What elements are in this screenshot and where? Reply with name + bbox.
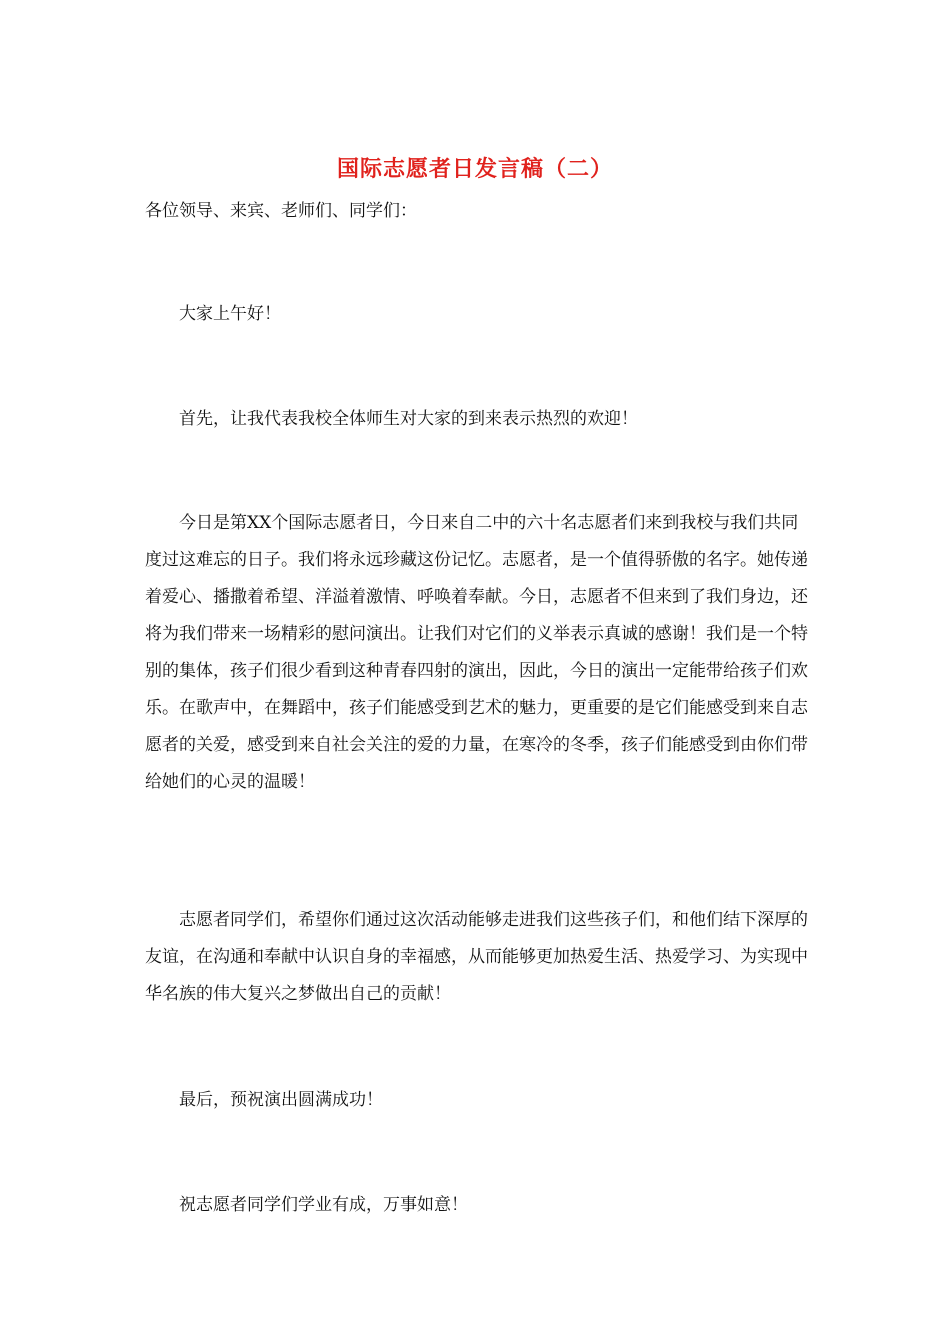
body-paragraph-hope: 志愿者同学们，希望你们通过这次活动能够走进我们这些孩子们，和他们结下深厚的友谊，在沟通和奉献中认识自身的幸福感，从而能够更加热爱生活、热爱学习、为实现中华名族的伟大复兴之梦做出自己的贡献！ [145, 910, 808, 1004]
closing-paragraph: 最后，预祝演出圆满成功！ [179, 1090, 383, 1110]
welcome-paragraph: 首先，让我代表我校全体师生对大家的到来表示热烈的欢迎！ [179, 409, 638, 429]
document-title: 国际志愿者日发言稿（二） [336, 157, 613, 182]
salutation-paragraph: 各位领导、来宾、老师们、同学们： [145, 201, 417, 221]
body-paragraph-main: 今日是第XX个国际志愿者日，今日来自二中的六十名志愿者们来到我校与我们共同度过这难忘的日子。我们将永远珍藏这份记忆。志愿者，是一个值得骄傲的名字。她传递着爱心、播撒着希望、洋溢着激情、呼唤着奉献。今日，志愿者不但来到了我们身边，还将为我们带来一场精彩的慰问演出。让我们对它们的义举表示真诚的感谢！我们是一个特别的集体，孩子们很少看到这种青春四射的演出，因此，今日的演出一定能带给孩子们欢乐。在歌声中，在舞蹈中，孩子们能感受到艺术的魅力，更重要的是它们能感受到来自志愿者的关爱，感受到来自社会关注的爱的力量，在寒冷的冬季，孩子们能感受到由你们带给她们的心灵的温暖！ [145, 513, 808, 792]
greeting-paragraph: 大家上午好！ [179, 304, 281, 324]
wishes-paragraph: 祝志愿者同学们学业有成，万事如意！ [179, 1195, 468, 1215]
